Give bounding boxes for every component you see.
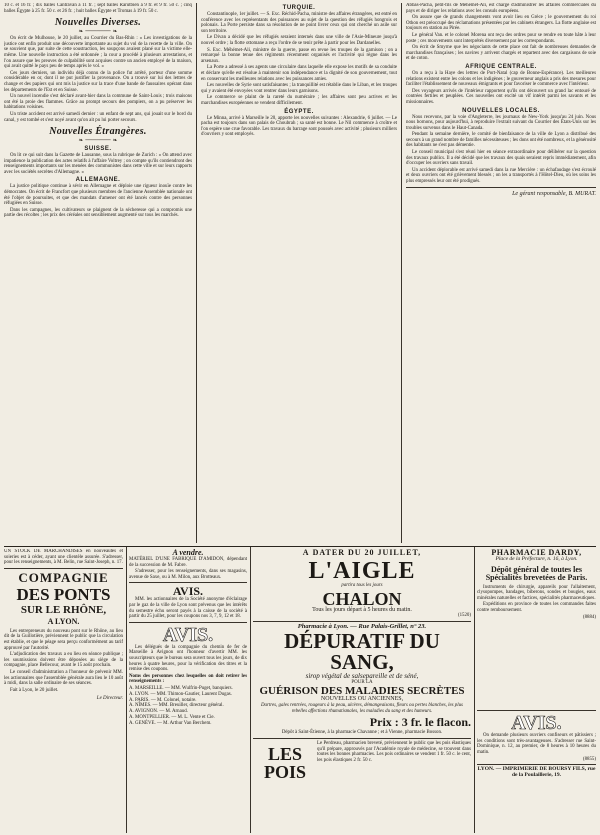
article-paragraph: Le conseil municipal s'est réuni hier en séance extraordinaire pour délibérer sur la question des travaux publics. Il a été décidé que les travaux des quais seraient repris immédiatement, afin d'occuper les ouvriers sans travail. xyxy=(406,150,596,167)
ad-avis-title: AVIS. xyxy=(172,584,204,599)
ad-ref: (8884) xyxy=(582,614,596,620)
column-3 xyxy=(406,3,596,543)
ad-list-heading: Noms des personnes chez lesquelles on doit retirer les renseignements : xyxy=(129,673,247,685)
article-paragraph: On assure que de grands changements vont avoir lieu en Grèce ; le gouvernement du roi Othon est préoccupé des réclamations présentées par les cabinets étrangers. La flotte anglaise est toujours en station au Pirée. xyxy=(406,15,596,32)
ad-dardy-depot: Dépôt général de toutes les Spécialités brevetées de Paris. xyxy=(485,564,588,582)
ad-compagnie-des-ponts xyxy=(4,549,123,833)
ad-aigle-subtitle: partira tous les jours xyxy=(341,583,383,588)
ad-aigle-depuratif-pois xyxy=(253,549,471,833)
subheading-allemagne: ALLEMAGNE. xyxy=(75,177,121,184)
ad-signature: Le Directeur. xyxy=(96,696,123,702)
article-paragraph: On lit ce qui suit dans la Gazette de Lausanne, sous la rubrique de Zurich : « On attend avec impatience la publication des actes relatifs à l'affaire Voltrey ; on compte qu'ils contiendront des renseignements importants sur les menées des communistes dans cette ville et sur leurs rapports avec les sociétés secrètes d'Allemagne. » xyxy=(4,153,192,175)
ad-list-row: A. LYON. — MM. Thimon-Gautier, Laurent Dugas. xyxy=(129,691,232,697)
ad-aigle-city: CHALON xyxy=(322,588,402,609)
article-paragraph: Un triste accident est arrivé samedi dernier : un enfant de sept ans, qui jouait sur le bord du canal, y est tombé et s'est noyé avant qu'on ait pu lui porter secours. xyxy=(4,111,192,123)
ad-rule xyxy=(250,547,251,833)
market-report: 10 c. et 16 fr. ; dix balles Cantravan à 11 fr. ; sept balles Rarutbien à 9 fr. et 9 fr. 50 c. ; cinq balles Égypte à 25 fr. 50 c. et 26 fr. ; huit balles Égypte et Tromas à 19 fr. 50 c. xyxy=(4,3,192,14)
divider xyxy=(253,738,471,739)
printer-imprint: LYON. — IMPRIMERIE DE BOURSY FILS, rue de la Poulaillerie, 19. xyxy=(477,766,596,778)
divider xyxy=(406,187,596,188)
ad-prix: Prix : 3 fr. le flacon. xyxy=(369,715,471,730)
ad-a-vendre-title: A vendre. xyxy=(172,549,204,557)
ad-pharmacie-dardy xyxy=(477,549,596,833)
ad-list-row: A. AVIGNON. — M. Arnaud. xyxy=(129,709,188,715)
ad-depuratif-title: DÉPURATIF DU SANG, xyxy=(284,629,440,675)
ad-a-vendre-and-avis xyxy=(129,549,247,833)
ad-depot: Dépôt à Saint-Étienne, à la pharmacie Chavanne ; et à Vienne, pharmacie Bosson. xyxy=(281,730,443,736)
ad-list-row: A. MARSEILLE. — MM. Wulfrin-Puget, banquiers. xyxy=(129,685,233,691)
ad-paragraph: Le conseil d'administration a l'honneur de prévenir MM. les actionnaires que l'assemblée générale aura lieu le 10 août à midi, dans la salle ordinaire de ses séances. xyxy=(4,669,123,687)
ad-aigle-date: À DATER DU 20 JUILLET, xyxy=(302,549,422,557)
ad-place-date: Fait à Lyon, le 20 juillet. xyxy=(10,687,59,693)
article-paragraph: Pendant la semaine dernière, le comité de bienfaisance de la ville de Lyon a distribué des secours à un grand nombre de familles nécessiteuses ; les dons ont été nombreux, et la générosité des habitants ne s'est pas démentie. xyxy=(406,132,596,149)
article-paragraph: Un nouvel incendie s'est déclaré avant-hier dans la commune de Saint-Louis ; trois maisons ont été la proie des flammes. Grâce au prompt secours des pompiers, on a pu préserver les habitations voisines. xyxy=(4,94,192,111)
newspaper-page xyxy=(4,3,596,832)
ad-stock-notice: UN STOCK DE MARCHANDISES en nouveautés et soieries est à céder, ayant une clientèle assurée. S'adresser, pour les renseignements, à M. Belin, rue Saint-Joseph, n. 17. xyxy=(4,549,123,566)
column-1 xyxy=(4,3,192,543)
article-paragraph: On a reçu à la Haye des lettres de Port-Natal (cap de Bonne-Espérance). Les meilleures relations existent entre les colons et les indigènes ; le gouverneur anglais a pris des mesures pour faciliter l'établissement de nouveaux émigrants et pour favoriser le commerce avec l'intérieur. xyxy=(406,70,596,88)
ad-paragraph: Le Perdreau, pharmacien breveté, préviennent le public que les pois élastiques qu'il prépare, approuvés par l'Académie royale de médecine, se trouvent dans toutes les bonnes pharmacies. Les pois ordinaires se vendent 1 fr. 50 c. le cent, les pois élastiques 2 fr. 50 c. xyxy=(317,740,471,763)
divider xyxy=(4,568,123,569)
ad-paragraph: MM. les actionnaires de la Société anonyme d'éclairage par le gaz de la ville de Lyon sont prévenus que les intérêts du semestre échu seront payés à la caisse de la société à partir du 25 juillet, pour les coupons nos 3, 7, 9, 12 et 18. xyxy=(129,597,247,620)
ad-les-pois xyxy=(253,741,471,781)
ad-paragraph: S'adresser, pour les renseignements, dans ses magasins, avenue de Saxe, ou à M. Milon, aux Brotteaux. xyxy=(129,569,247,580)
blank-space xyxy=(477,620,596,708)
ad-avis-title-large: AVIS. xyxy=(162,623,214,646)
ad-list-row: A. NÎMES. — MM. Breuiller, directeur général. xyxy=(129,703,224,709)
article-paragraph: Le Divan a décidé que les réfugiés seraient internés dans une ville de l'Asie-Mineure jusqu'à nouvel ordre ; la flotte ottomane a reçu l'ordre de se tenir prête à partir pour les Dardanelles. xyxy=(201,35,397,46)
divider xyxy=(129,622,247,623)
advertisements xyxy=(4,546,596,833)
ad-list-row: A. PARIS. — M. Colonel, notaire. xyxy=(129,697,197,703)
ad-dardy-title: PHARMACIE DARDY, xyxy=(491,549,582,557)
ad-title-compagnie: COMPAGNIE xyxy=(18,569,109,585)
section-heading-nouvelles-diverses: Nouvelles Diverses. xyxy=(54,17,142,29)
article-paragraph: Le général Van. et le colonel Morena ont reçu des ordres pour se rendre en toute hâte à leur poste ; ces mouvements sont interprétés diversement par les correspondants. xyxy=(406,32,596,44)
article-paragraph: Nous recevons, par la voie d'Angleterre, les journaux de New-York jusqu'au 24 juin. Nous nous bornons, pour aujourd'hui, à reproduire l'extrait suivant du Courrier des États-Unis sur les troubles survenus dans le Haut-Canada. xyxy=(406,114,596,131)
article-paragraph: Les nouvelles de Syrie sont satisfaisantes ; la tranquillité est rétablie dans le Liban, et les troupes qui y avaient été envoyées vont rentrer dans leurs garnisons. xyxy=(201,83,397,94)
article-paragraph: Constantinople, 1er juillet. — S. Exc. Réchid-Pacha, ministre des affaires étrangères, est entré en conférence avec les représentants des puissances au sujet de la question des réfugiés hongrois et polonais. La Porte persiste dans sa résolution de ne point livrer ceux qui ont cherché un asile sur son territoire. xyxy=(201,12,397,34)
article-paragraph: S. Exc. Méhémet-Ali, ministre de la guerre, passe en revue les troupes de la garnison ; on a remarqué la bonne tenue des régiments récemment organisés et l'activité qui règne dans les arsenaux. xyxy=(201,47,397,64)
article-paragraph: On écrit de Smyrne que les négociants de cette place ont fait de nombreuses demandes de marchandises françaises ; les navires y arrivent chargés et repartent avec des cargaisons de soie et de coton. xyxy=(406,45,596,62)
divider xyxy=(253,621,471,622)
ad-ref: (8855) xyxy=(582,756,596,762)
ad-paragraph: Expéditions en province de toutes les commandes faites contre remboursement. xyxy=(477,602,596,613)
ad-list-row: A. MONTPELLIER. — M. L. Vente et Cie. xyxy=(129,714,215,720)
ad-aigle-title: L'AIGLE xyxy=(308,558,416,584)
article-paragraph: Abbas-Pacha, petit-fils de Méhémet-Ali, est chargé d'administrer les affaires commerciales du pays et de diriger les relations avec les consuls européens. xyxy=(406,3,596,14)
news-columns xyxy=(4,3,596,543)
ad-title-sur-le-rhone: SUR LE RHÔNE, xyxy=(20,603,107,616)
ad-title-a-lyon: A LYON. xyxy=(47,616,80,626)
ad-pour-la: POUR LA xyxy=(351,679,373,685)
ad-dardy-place: Place de la Préfecture, n. 16, à Lyon. xyxy=(495,556,578,562)
ad-nouvelles-ou-anciennes: NOUVELLES OU ANCIENNES, xyxy=(320,695,404,702)
column-rule xyxy=(401,3,402,543)
ad-guerison-title: GUÉRISON DES MALADIES SECRÈTES xyxy=(259,684,465,697)
subheading-nouvelles-locales: NOUVELLES LOCALES. xyxy=(462,107,540,114)
article-paragraph: Dans les campagnes, les cultivateurs se plaignent de la sécheresse qui a compromis une partie des récoltes ; les prix des céréales ont sensiblement augmenté sur tous les marchés. xyxy=(4,207,192,219)
ornament-divider: ❧ ─────── ❧ xyxy=(78,28,118,36)
article-paragraph: On écrit de Mulhouse, le 20 juillet, au Courrier du Bas-Rhin : « Les investigations de la justice ont enfin produit une découverte importante au sujet du vol de la recette de la ville. On se souvient que, par suite de cette soustraction, les soupçons avaient plané sur la victime elle-même. Une nouvelle instruction a été ordonnée ; la cour a procédé à plusieurs arrestations, et l'on assure que les preuves de culpabilité sont acquises contre un ancien employé de la maison, qui avait quitté le pays peu de temps après le vol. » xyxy=(4,36,192,70)
subheading-suisse: SUISSE. xyxy=(84,146,112,153)
divider xyxy=(477,710,596,711)
ad-paragraph: Les entrepreneurs du nouveau pont sur le Rhône, au lieu dit de la Guillotière, préviennent le public que la circulation est établie, et que le péage sera perçu conformément au tarif approuvé par l'autorité. xyxy=(4,628,123,651)
article-paragraph: Le Minna, arrivé à Marseille le 20, apporte les nouvelles suivantes : Alexandrie, 6 juillet. — Le pacha est toujours dans son palais de Choubrah ; sa santé est bonne. Le Nil commence à croître et l'on espère une crue favorable. Les travaux du barrage sont poussés avec activité ; plusieurs milliers d'ouvriers y sont employés. xyxy=(201,115,397,138)
article-paragraph: Un accident déplorable est arrivé samedi dans la rue Mercière : un échafaudage s'est écroulé et deux ouvriers ont été grièvement blessés ; on les a transportés à l'Hôtel-Dieu, où les soins les plus empressés leur ont été prodigués. xyxy=(406,167,596,185)
subheading-afrique-centrale: AFRIQUE CENTRALE. xyxy=(465,63,537,70)
divider xyxy=(129,582,247,583)
ad-paragraph: Dartres, gales rentrées, rougeurs à la peau, ulcères, démangeaisons, fleurs ou pertes blanches, les plus rebelles affections rhumatismales, les maladies du sang et des humeurs. xyxy=(261,703,463,714)
subheading-egypte: ÉGYPTE. xyxy=(284,108,314,115)
ad-rule xyxy=(474,547,475,833)
ad-title-des-ponts: DES PONTS xyxy=(16,584,111,604)
column-rule xyxy=(196,3,197,543)
article-paragraph: Des voyageurs arrivés de l'intérieur rapportent qu'ils ont découvert un grand lac entouré de contrées fertiles et peuplées. Ces nouvelles ont excité un vif intérêt parmi les savants et les missionnaires. xyxy=(406,88,596,105)
ad-paragraph: Instruments de chirurgie, appareils pour l'allaitement, clysopompes, bandages, biberons, sondes et bougies, eaux minérales naturelles et factices, spécialités pharmaceutiques. xyxy=(477,584,596,601)
ad-paragraph: L'adjudication des travaux a eu lieu en séance publique ; les soumissions doivent être déposées au siège de la compagnie, place Bellecour, avant le 15 août prochain. xyxy=(4,652,123,669)
ad-paragraph: Les délégués de la compagnie du chemin de fer de Marseille à Avignon ont l'honneur d'avertir MM. les souscripteurs que le bureau sera ouvert tous les jours, de dix heures à quatre heures, pour la vérification des titres et la remise des coupons. xyxy=(129,644,247,673)
column-2 xyxy=(201,3,397,543)
ad-rule xyxy=(126,547,127,833)
article-paragraph: Ces jours derniers, un individu déjà connu de la police fut arrêté, porteur d'une somme considérable en or, dont il ne put justifier la provenance. On a trouvé sur lui des lettres de change et des papiers qui ont mis la justice sur la trace d'une bande de faussaires opérant dans les départements de l'Est et en Suisse. xyxy=(4,70,192,93)
divider xyxy=(477,764,596,765)
subheading-turquie: TURQUIE. xyxy=(282,5,316,11)
article-paragraph: La Porte a adressé à ses agents une circulaire dans laquelle elle expose les motifs de sa conduite et déclare qu'elle est résolue à maintenir son indépendance et la dignité de son gouvernement, tout en conservant les meilleures relations avec les puissances amies. xyxy=(201,65,397,82)
ad-ref: (1520) xyxy=(457,613,471,619)
article-paragraph: Le commerce se plaint de la rareté du numéraire ; les affaires sont peu actives et les marchandises européennes se vendent difficilement. xyxy=(201,95,397,106)
ad-aigle-times: Tous les jours départ à 5 heures du matin. xyxy=(312,606,412,613)
article-paragraph: La justice politique continue à sévir en Allemagne et déploie une rigueur inouïe contre les démocrates. On écrit de Francfort que plusieurs membres de l'ancienne Assemblée nationale ont été l'objet de poursuites, et que des mandats d'amener ont été lancés contre des personnes réfugiées en Suisse. xyxy=(4,184,192,207)
ad-pharmacie-lyon: Pharmacie à Lyon. — Rue Palais-Grillet, n° 23. xyxy=(297,622,427,630)
ad-paragraph: On demande plusieurs ouvriers confiseurs et pâtissiers ; les conditions sont très-avantageuses. S'adresser rue Saint-Dominique, n. 12, au premier, de 8 heures à 10 heures du matin. xyxy=(477,733,596,755)
editor-signature: Le gérant responsable, B. MURAT. xyxy=(512,190,596,197)
ornament-divider: ❧ ─────── ❧ xyxy=(78,137,118,145)
ad-sirop: sirop végétal de salsepareille et de séné, xyxy=(305,672,419,681)
ad-les-pois-title: LES POIS xyxy=(263,743,306,782)
ad-avis-title-large: AVIS. xyxy=(511,712,562,735)
ad-paragraph: MATÉRIEL D'UNE FABRIQUE D'AMIDON, dépendant de la succession de M. Fabre. xyxy=(129,557,247,568)
section-heading-nouvelles-etrangeres: Nouvelles Étrangères. xyxy=(49,126,147,138)
ad-list-row: A. GENÈVE. — M. Arthur Van Berchem. xyxy=(129,720,212,726)
